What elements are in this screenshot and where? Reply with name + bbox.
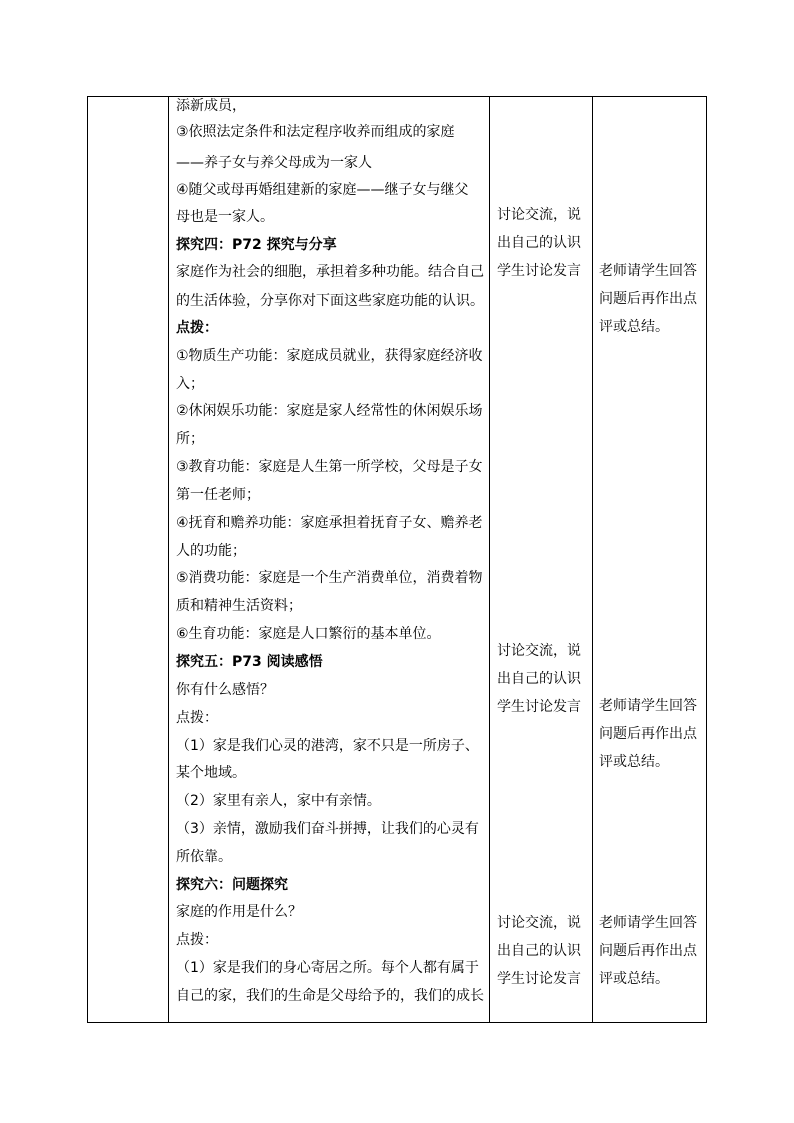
- student-activity-line: 讨论交流，说: [497, 915, 581, 931]
- content-line: 点拨：: [176, 932, 218, 948]
- content-line: 入；: [176, 376, 204, 392]
- content-line: 自己的家，我们的生命是父母给予的，我们的成长: [176, 988, 484, 1004]
- student-activity-3: [497, 914, 581, 998]
- content-line: ①物质生产功能：家庭成员就业，获得家庭经济收: [176, 348, 483, 364]
- column-divider-2: [489, 97, 490, 1022]
- content-line: ⑤消费功能：家庭是一个生产消费单位，消费着物: [176, 570, 483, 586]
- content-line: （2）家里有亲人，家中有亲情。: [176, 793, 381, 809]
- student-activity-line: 学生讨论发言: [497, 971, 581, 987]
- content-line: 的生活体验，分享你对下面这些家庭功能的认识。: [176, 293, 484, 309]
- content-line: 母也是一家人。: [176, 209, 274, 225]
- hint-label: 点拨：: [176, 320, 218, 336]
- section-heading-explore-5: 探究五：P73 阅读感悟: [176, 654, 323, 670]
- lesson-table: [87, 96, 707, 1023]
- content-line: ④抚育和赡养功能：家庭承担着抚育子女、赡养老: [176, 515, 483, 531]
- content-line: 家庭作为社会的细胞，承担着多种功能。结合自己: [176, 264, 484, 280]
- teacher-activity-line: 问题后再作出点: [599, 943, 697, 959]
- content-line: 质和精神生活资料；: [176, 598, 302, 614]
- teacher-activity-line: 评或总结。: [599, 971, 669, 987]
- content-line: 第一任老师；: [176, 487, 260, 503]
- student-activity-line: 出自己的认识: [497, 235, 581, 251]
- content-line: （1）家是我们的身心寄居之所。每个人都有属于: [176, 960, 479, 976]
- student-activity-line: 讨论交流，说: [497, 207, 581, 223]
- student-activity-line: 出自己的认识: [497, 943, 581, 959]
- teacher-activity-line: 老师请学生回答: [599, 698, 697, 714]
- section-heading-explore-4: 探究四：P72 探究与分享: [176, 237, 337, 253]
- content-line: （1）家是我们心灵的港湾，家不只是一所房子、: [176, 738, 479, 754]
- content-line: ③依照法定条件和法定程序收养而组成的家庭: [176, 124, 455, 140]
- student-activity-line: 出自己的认识: [497, 671, 581, 687]
- teacher-activity-line: 问题后再作出点: [599, 726, 697, 742]
- student-activity-2: [497, 642, 581, 726]
- teacher-activity-line: 评或总结。: [599, 754, 669, 770]
- content-line: 人的功能；: [176, 543, 246, 559]
- content-line: 添新成员，: [176, 98, 246, 114]
- teacher-activity-line: 老师请学生回答: [599, 263, 697, 279]
- content-line: 某个地域。: [176, 765, 246, 781]
- content-line: ——养子女与养父母成为一家人: [176, 155, 372, 171]
- teacher-activity-3: [599, 914, 697, 998]
- teacher-activity-line: 问题后再作出点: [599, 291, 697, 307]
- teacher-activity-2: [599, 697, 697, 781]
- content-line: 所；: [176, 431, 204, 447]
- column-divider-3: [592, 97, 593, 1022]
- content-line: ④随父或母再婚组建新的家庭——继子女与继父: [176, 182, 469, 198]
- student-activity-line: 讨论交流，说: [497, 643, 581, 659]
- content-line: 你有什么感悟？: [176, 682, 274, 698]
- teacher-activity-line: 评或总结。: [599, 319, 669, 335]
- content-line: ⑥生育功能：家庭是人口繁衍的基本单位。: [176, 626, 441, 642]
- column-divider-1: [168, 97, 169, 1022]
- content-line: 点拨：: [176, 710, 218, 726]
- student-activity-line: 学生讨论发言: [497, 263, 581, 279]
- content-line: 所依靠。: [176, 849, 232, 865]
- content-line: 家庭的作用是什么？: [176, 904, 302, 920]
- teacher-activity-line: 老师请学生回答: [599, 915, 697, 931]
- teacher-activity-1: [599, 262, 697, 346]
- content-line: ③教育功能：家庭是人生第一所学校，父母是子女: [176, 459, 483, 475]
- content-line: ②休闲娱乐功能：家庭是家人经常性的休闲娱乐场: [176, 403, 483, 419]
- student-activity-line: 学生讨论发言: [497, 699, 581, 715]
- section-heading-explore-6: 探究六：问题探究: [176, 877, 288, 893]
- student-activity-1: [497, 206, 581, 290]
- content-line: （3）亲情，激励我们奋斗拼搏，让我们的心灵有: [176, 821, 479, 837]
